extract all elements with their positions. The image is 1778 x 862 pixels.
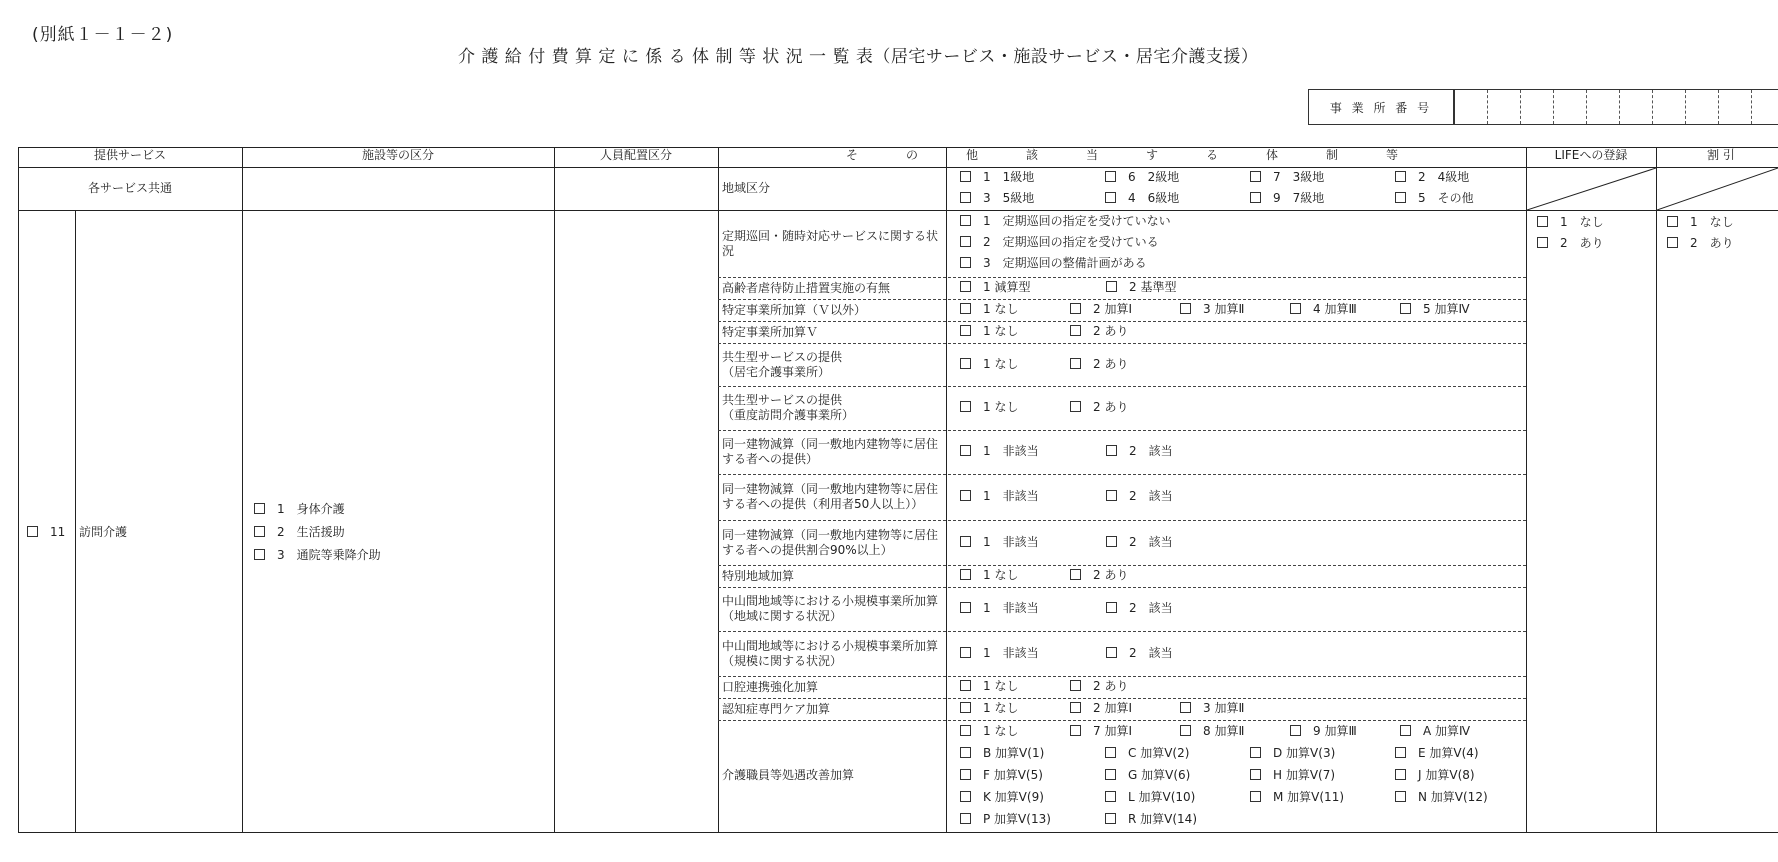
option-label: 1 なし	[983, 724, 1019, 738]
option-label: G 加算Ⅴ(6)	[1128, 768, 1191, 782]
item-option[interactable]	[1250, 768, 1335, 783]
checkbox[interactable]	[960, 725, 971, 736]
checkbox[interactable]	[960, 647, 971, 658]
option-label: 1 なし	[983, 679, 1019, 693]
item-option[interactable]	[1070, 568, 1128, 583]
option-label: 7 3級地	[1273, 170, 1325, 184]
item-option[interactable]	[1070, 400, 1128, 415]
checkbox[interactable]	[1395, 192, 1406, 203]
header-facility: 施設等の区分	[361, 148, 434, 162]
checkbox[interactable]	[960, 680, 971, 691]
item-option[interactable]	[960, 679, 1018, 694]
option-label: E 加算Ⅴ(4)	[1418, 746, 1479, 760]
checkbox[interactable]	[1105, 791, 1116, 802]
option-label: D 加算Ⅴ(3)	[1273, 746, 1336, 760]
checkbox[interactable]	[1106, 602, 1117, 613]
row-divider	[718, 720, 1526, 721]
checkbox[interactable]	[1250, 791, 1261, 802]
option-label: 3 加算Ⅱ	[1203, 701, 1245, 715]
service-code: 11	[50, 525, 66, 539]
item-option[interactable]	[960, 280, 1030, 295]
office-number-box	[1308, 89, 1778, 125]
item-option[interactable]	[960, 568, 1018, 583]
option-label: 1 非該当	[983, 601, 1039, 615]
item-option[interactable]	[1106, 601, 1173, 616]
item-option[interactable]	[960, 324, 1018, 339]
region-option[interactable]	[1250, 191, 1324, 206]
item-label: 中山間地域等における小規模事業所加算（地域に関する状況）	[722, 594, 939, 623]
item-label: 口腔連携強化加算	[722, 679, 819, 694]
option-label: 1 なし	[983, 701, 1019, 715]
checkbox[interactable]	[1106, 536, 1117, 547]
option-label: 1 なし	[983, 302, 1019, 316]
checkbox[interactable]	[1070, 401, 1081, 412]
item-label: 中山間地域等における小規模事業所加算（規模に関する状況）	[722, 638, 939, 668]
checkbox[interactable]	[1106, 445, 1117, 456]
office-number-digit[interactable]	[1454, 90, 1487, 124]
item-label: 共生型サービスの提供 （重度訪問介護事業所）	[722, 393, 855, 422]
checkbox[interactable]	[960, 401, 971, 412]
option-label: 1 非該当	[983, 535, 1039, 549]
option-label: 2 あり	[1093, 324, 1129, 338]
item-option[interactable]	[960, 701, 1018, 716]
office-number-digit[interactable]	[1751, 90, 1778, 124]
item-option[interactable]	[960, 357, 1018, 372]
option-label: H 加算Ⅴ(7)	[1273, 768, 1336, 782]
option-label: 1 非該当	[983, 444, 1039, 458]
region-option[interactable]	[960, 170, 1034, 185]
office-number-digit[interactable]	[1652, 90, 1685, 124]
checkbox[interactable]	[960, 358, 971, 369]
checkbox[interactable]	[1105, 192, 1116, 203]
checkbox[interactable]	[1395, 791, 1406, 802]
option-label: 2 基準型	[1129, 280, 1177, 294]
item-option[interactable]	[1106, 444, 1173, 459]
checkbox[interactable]	[1400, 725, 1411, 736]
option-label: 2 該当	[1129, 601, 1173, 615]
item-label: 介護職員等処遇改善加算	[722, 768, 855, 782]
item-option[interactable]	[1070, 302, 1132, 317]
item-option[interactable]	[1105, 790, 1195, 805]
option-label: J 加算Ⅴ(8)	[1418, 768, 1475, 782]
option-label: 9 加算Ⅲ	[1313, 724, 1357, 738]
checkbox[interactable]	[1667, 216, 1678, 227]
option-label: 4 6級地	[1128, 191, 1180, 205]
checkbox[interactable]	[960, 791, 971, 802]
item-label: 同一建物減算（同一敷地内建物等に居住する者への提供割合90%以上）	[722, 527, 939, 557]
row-divider	[718, 386, 1526, 387]
region-option[interactable]	[1105, 191, 1179, 206]
office-number-digit[interactable]	[1520, 90, 1553, 124]
option-label: 2 該当	[1129, 444, 1173, 458]
office-number-digit[interactable]	[1718, 90, 1751, 124]
option-label: 1 なし	[983, 400, 1019, 414]
table-rule	[18, 210, 1778, 211]
checkbox[interactable]	[960, 769, 971, 780]
service-item[interactable]	[27, 525, 65, 540]
item-option[interactable]	[960, 489, 1039, 504]
item-option[interactable]	[1105, 746, 1189, 761]
option-label: 1 なし	[983, 357, 1019, 371]
row-divider	[718, 587, 1526, 588]
checkbox[interactable]	[960, 536, 971, 547]
option-label: 8 加算Ⅱ	[1203, 724, 1245, 738]
item-label: 共生型サービスの提供 （居宅介護事業所）	[722, 349, 843, 379]
life-option[interactable]	[1537, 236, 1604, 251]
table-rule	[946, 147, 947, 832]
option-label: 2 定期巡回の指定を受けている	[983, 235, 1159, 249]
office-number-digit[interactable]	[1586, 90, 1619, 124]
checkbox[interactable]	[1070, 358, 1081, 369]
checkbox[interactable]	[960, 325, 971, 336]
checkbox[interactable]	[960, 702, 971, 713]
row-divider	[718, 520, 1526, 521]
option-label: 2 生活援助	[277, 525, 345, 539]
option-label: 2 あり	[1560, 236, 1604, 250]
discount-option[interactable]	[1667, 215, 1734, 230]
item-option[interactable]	[1070, 679, 1128, 694]
checkbox[interactable]	[1395, 769, 1406, 780]
table-rule	[718, 147, 719, 832]
row-divider	[718, 565, 1526, 566]
checkbox[interactable]	[960, 813, 971, 824]
checkbox[interactable]	[960, 236, 971, 247]
region-option[interactable]	[1395, 170, 1469, 185]
row-divider	[718, 277, 1526, 278]
table-rule	[75, 210, 76, 832]
row-divider	[718, 430, 1526, 431]
item-option[interactable]	[1070, 701, 1132, 716]
region-label: 地域区分	[722, 181, 771, 195]
item-option[interactable]	[960, 790, 1044, 805]
item-option[interactable]	[1070, 724, 1132, 739]
item-option[interactable]	[1105, 768, 1190, 783]
item-option[interactable]	[960, 746, 1044, 761]
row-divider	[718, 299, 1526, 300]
option-label: A 加算Ⅳ	[1423, 724, 1471, 738]
item-option[interactable]	[960, 646, 1039, 661]
option-label: 2 該当	[1129, 489, 1173, 503]
item-option[interactable]	[960, 768, 1043, 783]
checkbox[interactable]	[960, 569, 971, 580]
checkbox[interactable]	[1105, 769, 1116, 780]
option-label: 1 1級地	[983, 170, 1035, 184]
item-option[interactable]	[1106, 280, 1176, 295]
option-label: 2 該当	[1129, 535, 1173, 549]
item-label: 同一建物減算（同一敷地内建物等に居住する者への提供（利用者50人以上））	[722, 482, 939, 511]
item-option[interactable]	[1070, 357, 1128, 372]
checkbox[interactable]	[1070, 680, 1081, 691]
office-number-label: 事 業 所 番 号	[1309, 90, 1454, 124]
table-rule	[18, 147, 19, 832]
row-divider	[718, 676, 1526, 677]
option-label: 4 加算Ⅲ	[1313, 302, 1357, 316]
checkbox[interactable]	[960, 303, 971, 314]
option-label: 2 加算Ⅰ	[1093, 302, 1132, 316]
checkbox[interactable]	[960, 171, 971, 182]
checkbox[interactable]	[1537, 216, 1548, 227]
checkbox[interactable]	[1070, 725, 1081, 736]
item-option[interactable]	[960, 601, 1039, 616]
option-label: P 加算Ⅴ(13)	[983, 812, 1051, 826]
item-option[interactable]	[960, 724, 1018, 739]
item-label: 特定事業所加算Ｖ	[722, 324, 819, 339]
checkbox[interactable]	[1105, 747, 1116, 758]
checkbox[interactable]	[254, 503, 265, 514]
item-label: 特別地域加算	[722, 568, 795, 583]
checkbox[interactable]	[1250, 747, 1261, 758]
table-rule	[554, 147, 555, 832]
region-option[interactable]	[1250, 170, 1324, 185]
row-divider	[718, 698, 1526, 699]
office-number-digit[interactable]	[1487, 90, 1520, 124]
option-label: 2 あり	[1093, 357, 1129, 371]
item-option[interactable]	[1180, 302, 1244, 317]
checkbox[interactable]	[960, 215, 971, 226]
facility-option[interactable]	[254, 525, 345, 540]
checkbox[interactable]	[1250, 769, 1261, 780]
option-label: 1 減算型	[983, 280, 1031, 294]
item-option[interactable]	[1180, 701, 1244, 716]
header-other: そ の 他 該 当 す る 体 制 等	[845, 148, 1398, 162]
row-divider	[718, 474, 1526, 475]
region-option[interactable]	[1395, 191, 1474, 206]
checkbox[interactable]	[960, 192, 971, 203]
checkbox[interactable]	[1395, 171, 1406, 182]
item-option[interactable]	[1395, 790, 1488, 805]
option-label: 3 通院等乗降介助	[277, 548, 381, 562]
checkbox[interactable]	[960, 281, 971, 292]
item-option[interactable]	[1070, 324, 1128, 339]
item-option[interactable]	[1395, 768, 1475, 783]
row-divider	[718, 631, 1526, 632]
service-name: 訪問介護	[79, 525, 128, 539]
document-reference: (別紙１－１－２)	[32, 25, 174, 45]
item-option[interactable]	[1400, 302, 1470, 317]
checkbox[interactable]	[1180, 725, 1191, 736]
header-staff: 人員配置区分	[599, 148, 672, 162]
option-label: B 加算Ⅴ(1)	[983, 746, 1045, 760]
checkbox[interactable]	[1180, 303, 1191, 314]
checkbox[interactable]	[960, 445, 971, 456]
item-label: 定期巡回・随時対応サービスに関する状況	[722, 229, 939, 258]
option-label: 2 あり	[1093, 400, 1129, 414]
item-option[interactable]	[960, 400, 1018, 415]
item-option[interactable]	[1290, 724, 1357, 739]
option-label: 6 2級地	[1128, 170, 1180, 184]
option-label: 1 なし	[1690, 215, 1734, 229]
row-divider	[718, 343, 1526, 344]
option-label: 2 あり	[1093, 568, 1129, 582]
checkbox[interactable]	[1395, 747, 1406, 758]
option-label: R 加算Ⅴ(14)	[1128, 812, 1197, 826]
item-option[interactable]	[960, 256, 1147, 271]
option-label: 7 加算Ⅰ	[1093, 724, 1132, 738]
item-option[interactable]	[960, 302, 1018, 317]
checkbox[interactable]	[1400, 303, 1411, 314]
table-rule	[1656, 147, 1657, 832]
checkbox[interactable]	[254, 526, 265, 537]
office-number-digit[interactable]	[1553, 90, 1586, 124]
item-option[interactable]	[1290, 302, 1357, 317]
item-option[interactable]	[1395, 746, 1479, 761]
option-label: 2 該当	[1129, 646, 1173, 660]
item-option[interactable]	[960, 214, 1171, 229]
item-option[interactable]	[960, 812, 1051, 827]
option-label: N 加算Ⅴ(12)	[1418, 790, 1488, 804]
checkbox[interactable]	[1250, 192, 1261, 203]
checkbox[interactable]	[27, 526, 38, 537]
table-rule	[18, 832, 1778, 833]
facility-option[interactable]	[254, 502, 345, 517]
option-label: M 加算Ⅴ(11)	[1273, 790, 1345, 804]
checkbox[interactable]	[1070, 303, 1081, 314]
item-option[interactable]	[1400, 724, 1470, 739]
checkbox[interactable]	[1070, 569, 1081, 580]
option-label: 1 なし	[983, 324, 1019, 338]
item-option[interactable]	[1105, 812, 1197, 827]
option-label: 1 なし	[1560, 215, 1604, 229]
option-label: 3 加算Ⅱ	[1203, 302, 1245, 316]
checkbox[interactable]	[1250, 171, 1261, 182]
option-label: 1 なし	[983, 568, 1019, 582]
page-title: 介 護 給 付 費 算 定 に 係 る 体 制 等 状 況 一 覧 表（居宅サービス・施設サービス・居宅介護支援）	[458, 47, 1259, 67]
checkbox[interactable]	[960, 747, 971, 758]
row-divider	[718, 321, 1526, 322]
checkbox[interactable]	[1106, 281, 1117, 292]
checkbox[interactable]	[1105, 171, 1116, 182]
checkbox[interactable]	[1537, 237, 1548, 248]
table-rule	[242, 147, 243, 832]
option-label: 5 その他	[1418, 191, 1474, 205]
option-label: 2 あり	[1093, 679, 1129, 693]
option-label: 1 非該当	[983, 489, 1039, 503]
header-discount: 割 引	[1707, 148, 1735, 162]
checkbox[interactable]	[1106, 647, 1117, 658]
checkbox[interactable]	[1667, 237, 1678, 248]
checkbox[interactable]	[1180, 702, 1191, 713]
facility-option[interactable]	[254, 548, 381, 563]
checkbox[interactable]	[960, 257, 971, 268]
item-label: 認知症専門ケア加算	[722, 701, 831, 716]
checkbox[interactable]	[960, 602, 971, 613]
diagonal-cell	[1527, 168, 1656, 210]
option-label: 3 定期巡回の整備計画がある	[983, 256, 1147, 270]
checkbox[interactable]	[1290, 303, 1301, 314]
checkbox[interactable]	[960, 490, 971, 501]
option-label: K 加算Ⅴ(9)	[983, 790, 1044, 804]
item-option[interactable]	[1106, 489, 1173, 504]
checkbox[interactable]	[254, 549, 265, 560]
item-option[interactable]	[960, 235, 1159, 250]
option-label: 2 4級地	[1418, 170, 1470, 184]
item-label: 同一建物減算（同一敷地内建物等に居住する者への提供）	[722, 437, 939, 466]
checkbox[interactable]	[1070, 702, 1081, 713]
option-label: 1 定期巡回の指定を受けていない	[983, 214, 1171, 228]
option-label: C 加算Ⅴ(2)	[1128, 746, 1190, 760]
option-label: 1 身体介護	[277, 502, 345, 516]
office-number-digit[interactable]	[1685, 90, 1718, 124]
checkbox[interactable]	[1105, 813, 1116, 824]
item-option[interactable]	[1106, 646, 1173, 661]
table-rule	[1526, 147, 1527, 832]
option-label: 3 5級地	[983, 191, 1035, 205]
item-option[interactable]	[960, 535, 1039, 550]
option-label: 9 7級地	[1273, 191, 1325, 205]
option-label: 2 加算Ⅰ	[1093, 701, 1132, 715]
office-number-digit[interactable]	[1619, 90, 1652, 124]
item-option[interactable]	[960, 444, 1039, 459]
checkbox[interactable]	[1070, 325, 1081, 336]
header-service: 提供サービス	[93, 148, 166, 162]
common-label: 各サービス共通	[87, 181, 172, 195]
option-label: 1 非該当	[983, 646, 1039, 660]
option-label: 5 加算Ⅳ	[1423, 302, 1470, 316]
header-life: LIFEへの登録	[1554, 148, 1628, 162]
option-label: 2 あり	[1690, 236, 1734, 250]
checkbox[interactable]	[1106, 490, 1117, 501]
discount-option[interactable]	[1667, 236, 1734, 251]
item-label: 特定事業所加算（Ｖ以外）	[722, 302, 867, 317]
item-option[interactable]	[1106, 535, 1173, 550]
region-option[interactable]	[1105, 170, 1179, 185]
life-option[interactable]	[1537, 215, 1604, 230]
table-rule	[18, 167, 1778, 168]
item-option[interactable]	[1250, 790, 1344, 805]
option-label: L 加算Ⅴ(10)	[1128, 790, 1196, 804]
item-option[interactable]	[1180, 724, 1244, 739]
region-option[interactable]	[960, 191, 1034, 206]
item-label: 高齢者虐待防止措置実施の有無	[722, 280, 891, 295]
item-option[interactable]	[1250, 746, 1335, 761]
checkbox[interactable]	[1290, 725, 1301, 736]
diagonal-cell	[1657, 168, 1778, 210]
option-label: F 加算Ⅴ(5)	[983, 768, 1043, 782]
